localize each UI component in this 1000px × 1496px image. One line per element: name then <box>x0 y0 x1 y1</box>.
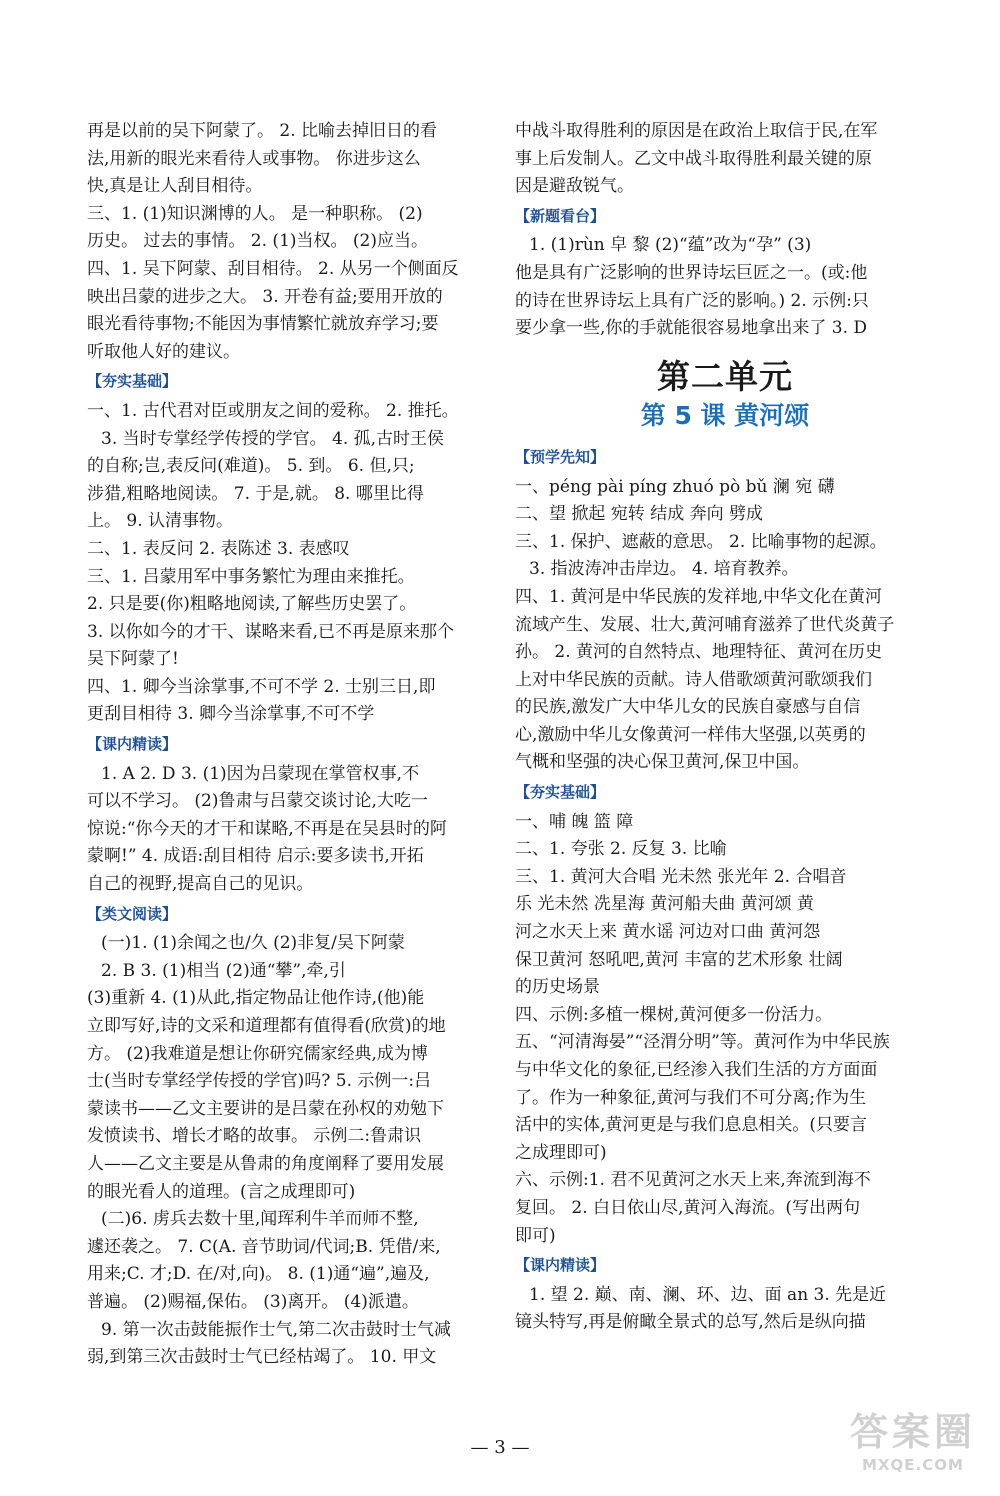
text-line: 可以不学习。 (2)鲁肃与吕蒙交谈讨论,大吃一 <box>87 791 428 812</box>
text-line: 惊说:“你今天的才干和谋略,不再是在吴县时的阿 <box>87 818 447 839</box>
right-column <box>515 118 935 1337</box>
text-line: 2. 只是要(你)粗略地阅读,了解些历史罢了。 <box>87 594 417 615</box>
text-line: 上。 9. 认清事物。 <box>87 511 234 532</box>
text-line: 之成理即可) <box>515 1142 607 1163</box>
section-label: 【夯实基础】 <box>87 372 178 391</box>
text-line: 历史。 过去的事情。 2. (1)当权。 (2)应当。 <box>87 231 428 252</box>
watermark-site: MXQE.COM <box>862 1456 964 1474</box>
text-line: 发愤读书、增长才略的故事。 示例二:鲁肃识 <box>87 1126 422 1147</box>
text-line: 三、1. (1)知识渊博的人。 是一种职称。 (2) <box>87 203 423 224</box>
section-label: 【新题看台】 <box>515 206 606 225</box>
text-line: 的诗在世界诗坛上具有广泛的影响。) 2. 示例:只 <box>515 290 869 311</box>
text-line: 9. 第一次击鼓能振作士气,第二次击鼓时士气减 <box>101 1319 452 1340</box>
right-column-top <box>515 118 935 343</box>
text-line: 三、1. 黄河大合唱 光未然 张光年 2. 合唱音 <box>515 866 847 887</box>
page-number: — 3 — <box>470 1437 530 1458</box>
text-line: (二)6. 虏兵去数十里,闻珲利牛羊而师不整, <box>101 1209 419 1230</box>
text-line: 人——乙文主要是从鲁肃的角度阐释了要用发展 <box>87 1153 444 1174</box>
text-line: 的民族,激发广大中华儿女的民族自豪感与自信 <box>515 697 861 718</box>
section-label: 【夯实基础】 <box>515 783 606 802</box>
text-line: 1. (1)rùn 皁 黎 (2)“蕴”改为“孕” (3) <box>529 235 812 256</box>
text-line: 涉猎,粗略地阅读。 7. 于是,就。 8. 哪里比得 <box>87 483 424 504</box>
text-line: 事上后发制人。乙文中战斗取得胜利最关键的原 <box>515 148 872 169</box>
text-line: 流域产生、发展、壮大,黄河哺育滋养了世代炎黄子 <box>515 614 895 635</box>
text-line: 遽还袭之。 7. C(A. 音节助词/代词;B. 凭借/来, <box>87 1236 441 1257</box>
text-line: 一、1. 古代君对臣或朋友之间的爱称。 2. 推托。 <box>87 400 459 421</box>
text-line: 自己的视野,提高自己的见识。 <box>87 874 314 895</box>
section-label: 【预学先知】 <box>515 447 606 466</box>
text-line: 要少拿一些,你的手就能很容易地拿出来了 3. D <box>515 318 868 339</box>
text-line: 用来;C. 才;D. 在/对,向)。 8. (1)通“遍”,遍及, <box>87 1264 430 1285</box>
text-line: 立即写好,诗的文采和道理都有值得看(欣赏)的地 <box>87 1016 446 1036</box>
text-line: 的自称;岂,表反问(难道)。 5. 到。 6. 但,只; <box>87 456 415 477</box>
text-line: 听取他人好的建议。 <box>87 341 240 362</box>
text-line: 更刮目相待 3. 卿今当涂掌事,不可不学 <box>87 704 375 725</box>
watermark-logo <box>850 1401 976 1474</box>
text-line: 蒙啊!” 4. 成语:刮目相待 启示:要多读书,开拓 <box>87 846 424 867</box>
text-line: 普遍。 (2)赐福,保佑。 (3)离开。 (4)派遣。 <box>87 1291 419 1312</box>
text-line: 活中的实体,黄河更是与我们息息相关。(只要言 <box>515 1115 868 1136</box>
text-line: (3)重新 4. (1)从此,指定物品让他作诗,(他)能 <box>87 988 425 1009</box>
text-line: 3. 以你如今的才干、谋略来看,已不再是原来那个 <box>87 621 455 642</box>
text-line: 孙。 2. 黄河的自然特点、地理特征、黄河在历史 <box>515 642 883 663</box>
text-line: 映出吕蒙的进步之大。 3. 开卷有益;要用开放的 <box>87 286 443 307</box>
text-line: 心,激励中华儿女像黄河一样伟大坚强,以英勇的 <box>515 724 866 745</box>
section-label: 【课内精读】 <box>515 1256 606 1275</box>
lesson-title: 第 5 课 黄河颂 <box>640 401 810 431</box>
text-line: 法,用新的眼光来看待人或事物。 你进步这么 <box>87 148 421 169</box>
section-label: 【类文阅读】 <box>87 904 178 923</box>
text-line: 气概和坚强的决心保卫黄河,保卫中国。 <box>515 752 810 773</box>
text-line: 二、1. 夸张 2. 反复 3. 比喻 <box>515 839 727 860</box>
text-line: 1. 望 2. 巅、南、澜、环、边、面 an 3. 先是近 <box>529 1284 887 1305</box>
text-line: 方。 (2)我难道是想让你研究儒家经典,成为博 <box>87 1043 428 1064</box>
text-line: 他是具有广泛影响的世界诗坛巨匠之一。(或:他 <box>515 262 868 283</box>
text-line: 六、示例:1. 君不见黄河之水天上来,奔流到海不 <box>515 1170 871 1191</box>
right-column-bottom <box>515 444 935 1337</box>
text-line: 三、1. 保护、遮蔽的意思。 2. 比喻事物的起源。 <box>515 531 887 552</box>
text-line: 保卫黄河 怒吼吧,黄河 丰富的艺术形象 壮阔 <box>515 949 843 970</box>
text-line: 了。作为一种象征,黄河与我们不可分离;作为生 <box>515 1087 867 1108</box>
text-line: 一、péng pài píng zhuó pò bǔ 澜 宛 礴 <box>515 476 835 497</box>
text-line: 吴下阿蒙了! <box>87 649 179 670</box>
text-line: 再是以前的吴下阿蒙了。 2. 比喻去掉旧日的看 <box>87 121 438 141</box>
text-line: 的历史场景 <box>515 977 600 998</box>
text-line: 中战斗取得胜利的原因是在政治上取信于民,在军 <box>515 121 878 141</box>
text-line: 四、示例:多植一棵树,黄河便多一份活力。 <box>515 1004 833 1025</box>
text-line: 的眼光看人的道理。(言之成理即可) <box>87 1181 356 1202</box>
unit-title: 第二单元 <box>657 356 793 396</box>
text-line: 与中华文化的象征,已经渗入我们生活的方方面面 <box>515 1060 878 1080</box>
text-line: 乐 光未然 冼星海 黄河船夫曲 黄河颂 黄 <box>515 894 815 915</box>
text-line: 即可) <box>515 1225 556 1246</box>
text-line: 五、“河清海晏”“泾渭分明”等。黄河作为中华民族 <box>515 1032 890 1053</box>
text-line: 快,真是让人刮目相待。 <box>87 176 263 197</box>
text-line: 2. B 3. (1)相当 (2)通“攀”,牵,引 <box>101 960 346 981</box>
text-line: 眼光看待事物;不能因为事情繁忙就放弃学习;要 <box>87 314 439 335</box>
watermark-logo-text: 答案圈 <box>849 1410 976 1454</box>
text-line: 镜头特写,再是俯瞰全景式的总写,然后是纵向描 <box>515 1312 866 1333</box>
section-label: 【课内精读】 <box>87 735 178 754</box>
text-line: 复回。 2. 白日依山尽,黄河入海流。(写出两句 <box>515 1197 861 1218</box>
text-line: 士(当时专掌经学传授的学官)吗? 5. 示例一:吕 <box>87 1071 432 1092</box>
text-line: 三、1. 吕蒙用军中事务繁忙为理由来推托。 <box>87 566 415 587</box>
text-line: 二、望 掀起 宛转 结成 奔向 劈成 <box>515 504 764 525</box>
text-line: 上对中华民族的贡献。诗人借歌颂黄河歌颂我们 <box>515 669 872 690</box>
text-line: 河之水天上来 黄水谣 河边对口曲 黄河怨 <box>515 922 821 943</box>
text-line: 一、哺 魄 篮 障 <box>515 811 634 832</box>
text-line: (一)1. (1)余闻之也/久 (2)非复/吴下阿蒙 <box>101 933 405 954</box>
left-column <box>87 118 482 1372</box>
text-line: 3. 指波涛冲击岸边。 4. 培育教养。 <box>529 559 799 580</box>
text-line: 蒙读书——乙文主要讲的是吕蒙在孙权的劝勉下 <box>87 1098 444 1119</box>
text-line: 1. A 2. D 3. (1)因为吕蒙现在掌管权事,不 <box>101 763 420 784</box>
text-line: 因是避敌锐气。 <box>515 176 634 197</box>
text-line: 四、1. 卿今当涂掌事,不可不学 2. 士别三日,即 <box>87 676 436 697</box>
text-line: 弱,到第三次击鼓时士气已经枯竭了。 10. 甲文 <box>87 1347 437 1368</box>
text-line: 四、1. 吴下阿蒙、刮目相待。 2. 从另一个侧面反 <box>87 258 459 279</box>
text-line: 3. 当时专掌经学传授的学官。 4. 孤,古时王侯 <box>101 428 445 449</box>
text-line: 四、1. 黄河是中华民族的发祥地,中华文化在黄河 <box>515 586 883 607</box>
text-line: 二、1. 表反问 2. 表陈述 3. 表感叹 <box>87 538 350 559</box>
